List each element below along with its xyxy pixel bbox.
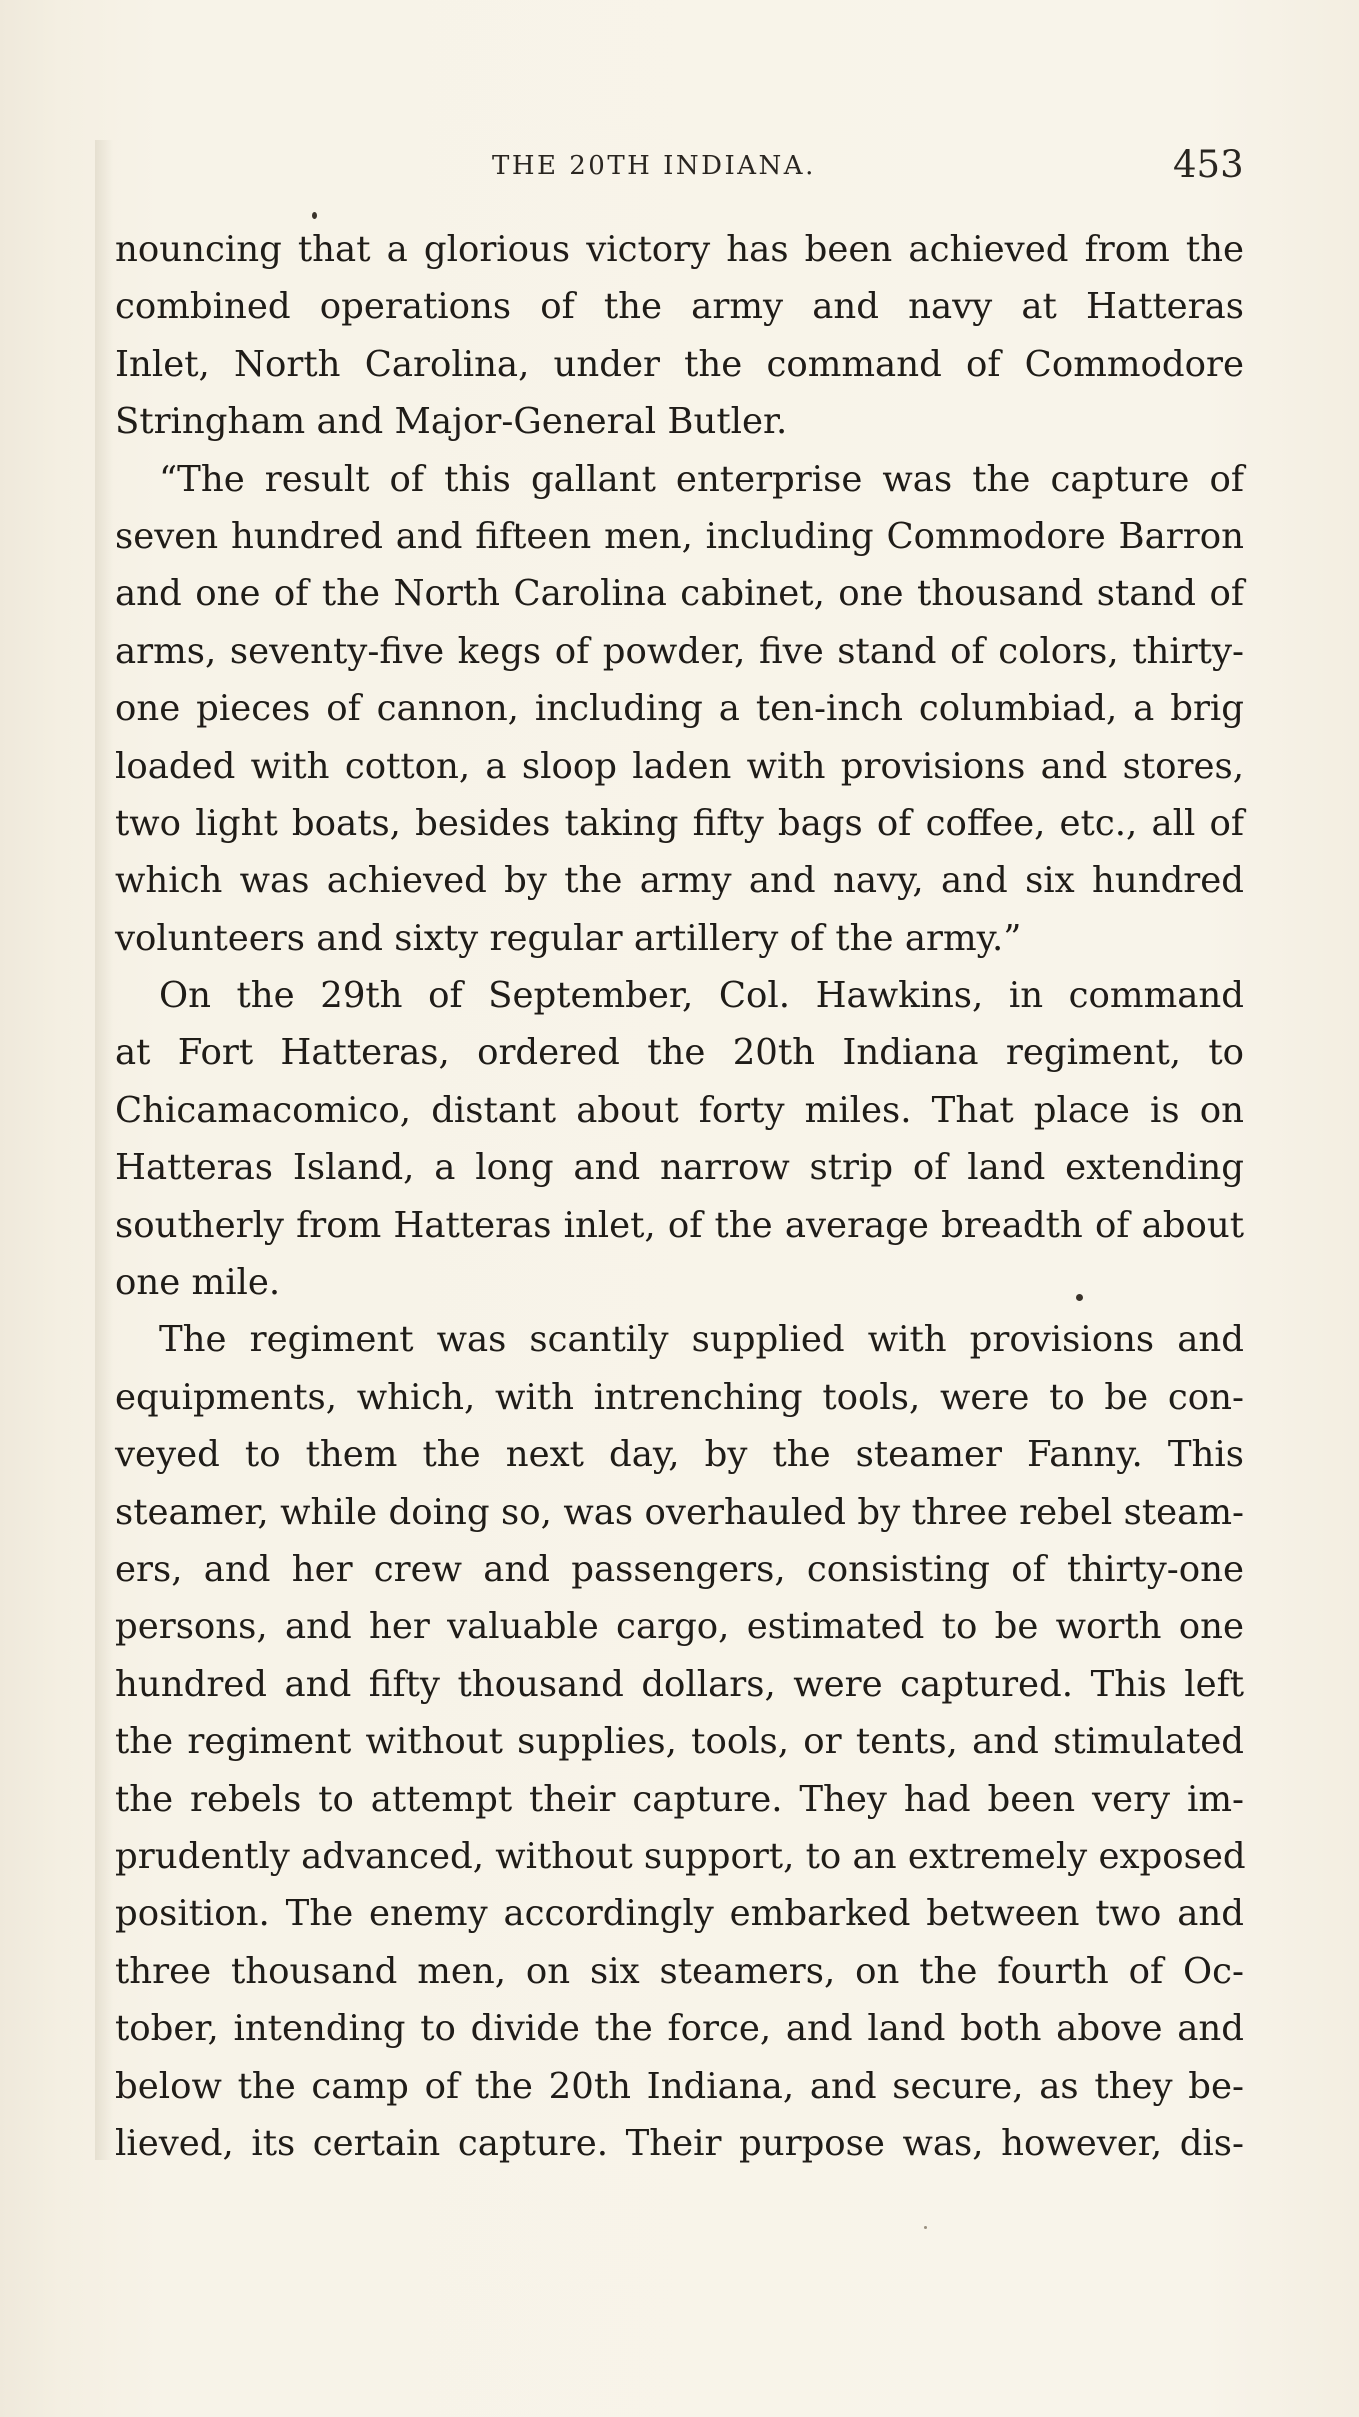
text-line: persons, and her valuable cargo, estimated to be worth one xyxy=(115,1606,1244,1648)
text-line: On the 29th of September, Col. Hawkins, in command xyxy=(159,975,1244,1017)
ink-speck xyxy=(312,212,317,219)
text-line: Chicamacomico, distant about forty miles. That place is on xyxy=(115,1089,1244,1131)
text-line: loaded with cotton, a sloop laden with provisions and stores, xyxy=(115,745,1244,787)
gutter-shadow xyxy=(95,140,113,2160)
running-head: THE 20TH INDIANA. xyxy=(492,151,816,181)
page-number: 453 xyxy=(1173,143,1244,186)
text-line: Inlet, North Carolina, under the command of Commodore xyxy=(115,343,1244,385)
text-line: two light boats, besides taking fifty bags of coffee, etc., all of xyxy=(115,802,1244,844)
text-line: nouncing that a glorious victory has been achieved from the xyxy=(115,229,1244,270)
text-line: Hatteras Island, a long and narrow strip of land extending xyxy=(115,1147,1244,1189)
text-line: and one of the North Carolina cabinet, one thousand stand of xyxy=(115,573,1244,615)
text-line: “The result of this gallant enterprise was the capture of xyxy=(159,458,1244,500)
text-line: one mile. xyxy=(115,1262,281,1304)
text-line: hundred and fifty thousand dollars, were captured. This left xyxy=(115,1663,1244,1705)
page-header xyxy=(0,143,1359,203)
body-text xyxy=(115,221,1244,2172)
text-line: Stringham and Major-General Butler. xyxy=(115,401,788,443)
text-line: at Fort Hatteras, ordered the 20th Indiana regiment, to xyxy=(115,1032,1244,1074)
text-line: position. The enemy accordingly embarked between two and xyxy=(115,1893,1244,1935)
text-line: ers, and her crew and passengers, consisting of thirty-one xyxy=(115,1548,1244,1590)
text-line: steamer, while doing so, was overhauled by three rebel steam- xyxy=(115,1491,1244,1533)
text-line: the rebels to attempt their capture. They had been very im- xyxy=(115,1778,1244,1820)
text-line: southerly from Hatteras inlet, of the average breadth of about xyxy=(115,1204,1244,1246)
ink-speck xyxy=(1076,1294,1083,1301)
text-line: combined operations of the army and navy at Hatteras xyxy=(115,286,1244,328)
text-line: the regiment without supplies, tools, or tents, and stimulated xyxy=(115,1721,1244,1763)
text-line: tober, intending to divide the force, and land both above and xyxy=(115,2008,1244,2050)
text-line: three thousand men, on six steamers, on the fourth of Oc- xyxy=(115,1950,1244,1992)
text-line: one pieces of cannon, including a ten-inch columbiad, a brig xyxy=(115,688,1244,730)
text-line: arms, seventy-five kegs of powder, five stand of colors, thirty- xyxy=(115,630,1244,672)
text-line: The regiment was scantily supplied with provisions and xyxy=(159,1319,1244,1361)
text-line: below the camp of the 20th Indiana, and secure, as they be- xyxy=(115,2065,1244,2107)
text-line: veyed to them the next day, by the steamer Fanny. This xyxy=(115,1434,1244,1476)
text-line: which was achieved by the army and navy, and six hundred xyxy=(115,860,1244,902)
text-line: equipments, which, with intrenching tools, were to be con- xyxy=(115,1376,1244,1418)
text-line: prudently advanced, without support, to an extremely exposed xyxy=(115,1835,1246,1877)
text-line: seven hundred and fifteen men, including Commodore Barron xyxy=(115,515,1244,557)
text-line: volunteers and sixty regular artillery of the army.” xyxy=(115,917,1022,959)
ink-speck xyxy=(924,2226,927,2229)
text-line: lieved, its certain capture. Their purpose was, however, dis- xyxy=(115,2122,1244,2164)
